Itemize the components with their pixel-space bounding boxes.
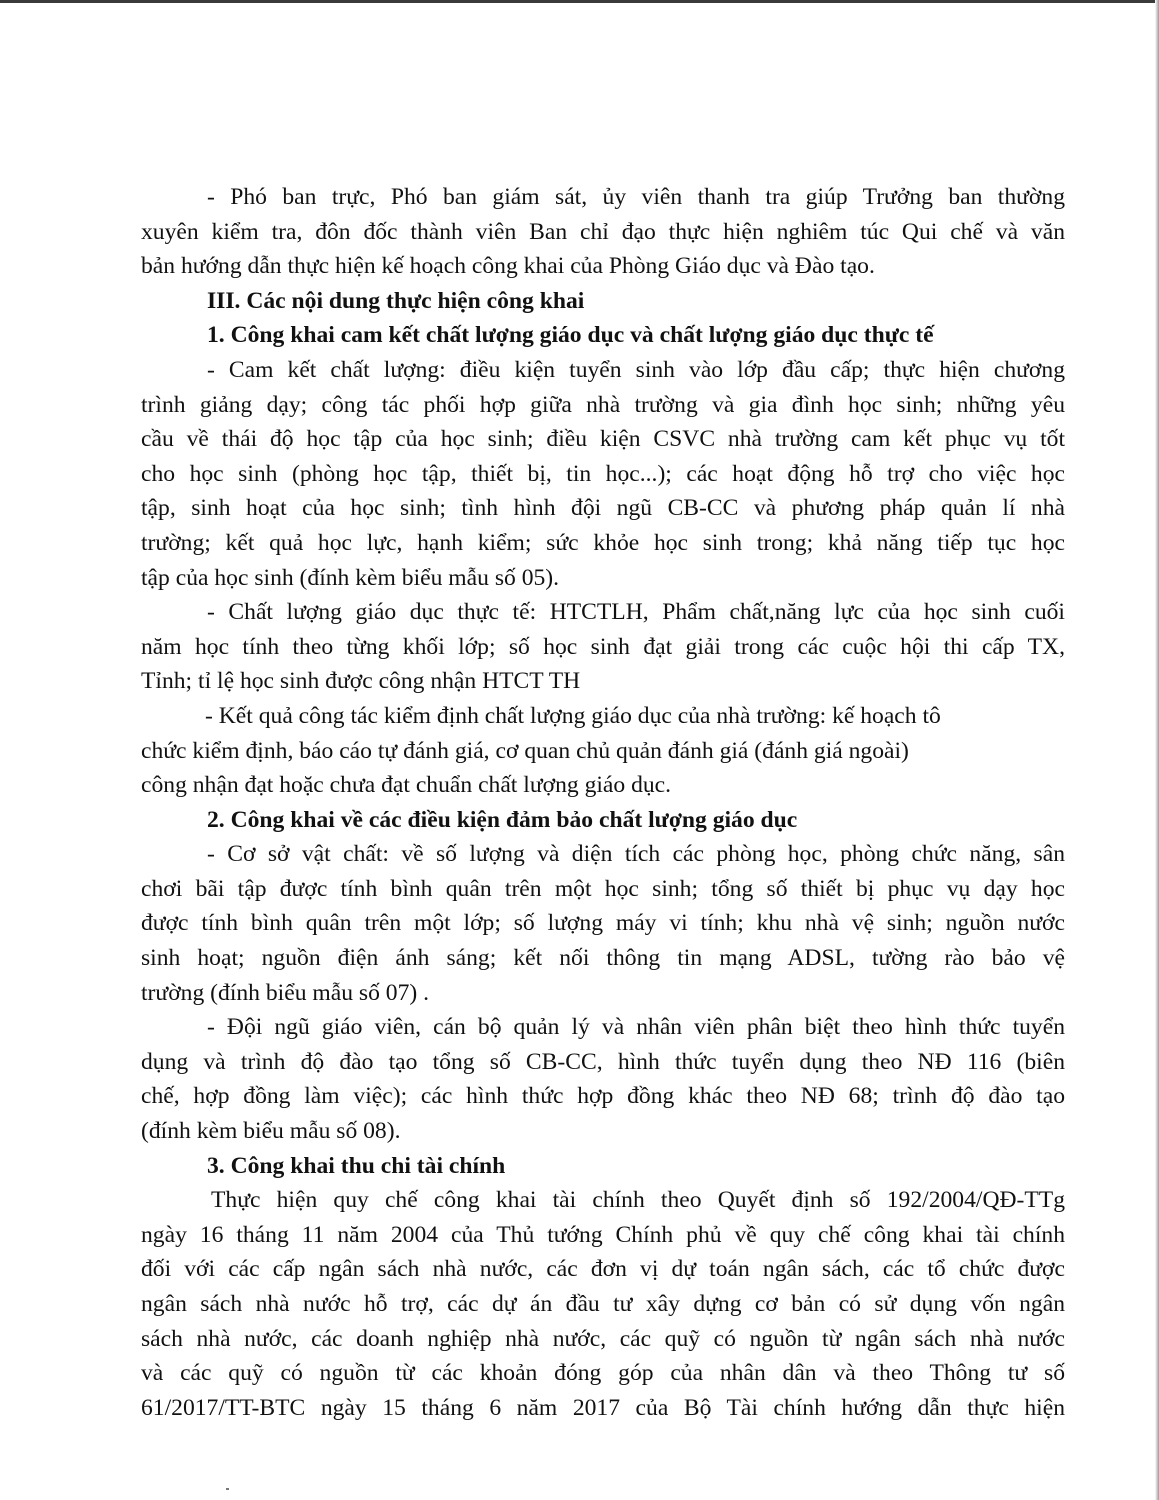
section-heading: 2. Công khai về các điều kiện đảm bảo chất lượng giáo dục	[207, 806, 798, 833]
text-line: được tính bình quân trên một lớp; số lượng máy vi tính; khu nhà vệ sinh; nguồn nước	[141, 910, 1065, 937]
text-line: chức kiểm định, báo cáo tự đánh giá, cơ quan chủ quản đánh giá (đánh giá ngoài)	[141, 737, 909, 764]
text-line: - Kết quả công tác kiểm định chất lượng giáo dục của nhà trường: kế hoạch tô	[205, 702, 941, 729]
text-line: cầu về thái độ học tập của học sinh; điều kiện CSVC nhà trường cam kết phục vụ tốt	[141, 426, 1065, 453]
scan-speck	[226, 1488, 229, 1490]
text-line: xuyên kiểm tra, đôn đốc thành viên Ban chỉ đạo thực hiện nghiêm túc Qui chế và văn	[141, 218, 1065, 245]
text-line: năm học tính theo từng khối lớp; số học sinh đạt giải trong các cuộc hội thi cấp TX,	[141, 633, 1065, 660]
text-line: (đính kèm biểu mẫu số 08).	[141, 1118, 401, 1145]
text-line: Tỉnh; tỉ lệ học sinh được công nhận HTCT TH	[141, 668, 581, 695]
text-line: Thực hiện quy chế công khai tài chính theo Quyết định số 192/2004/QĐ-TTg	[211, 1187, 1065, 1214]
text-line: 61/2017/TT-BTC ngày 15 tháng 6 năm 2017 của Bộ Tài chính hướng dẫn thực hiện	[141, 1394, 1065, 1421]
text-line: ngày 16 tháng 11 năm 2004 của Thủ tướng Chính phủ về quy chế công khai tài chính	[141, 1221, 1065, 1248]
text-line: - Chất lượng giáo dục thực tế: HTCTLH, Phẩm chất,năng lực của học sinh cuối	[207, 599, 1065, 626]
text-line: sách nhà nước, các doanh nghiệp nhà nước, các quỹ có nguồn từ ngân sách nhà nước	[141, 1325, 1065, 1352]
document-page	[141, 180, 1065, 1425]
text-line: đối với các cấp ngân sách nhà nước, các đơn vị dự toán ngân sách, các tổ chức được	[141, 1256, 1065, 1283]
text-line: - Cam kết chất lượng: điều kiện tuyển sinh vào lớp đầu cấp; thực hiện chương	[207, 356, 1065, 383]
text-line: bản hướng dẫn thực hiện kế hoạch công khai của Phòng Giáo dục và Đào tạo.	[141, 253, 875, 280]
text-line: tập, sinh hoạt của học sinh; tình hình đội ngũ CB-CC và phương pháp quản lí nhà	[141, 495, 1065, 522]
text-line: trường; kết quả học lực, hạnh kiểm; sức khỏe học sinh trong; khả năng tiếp tục học	[141, 529, 1065, 556]
text-line: sinh hoạt; nguồn điện ánh sáng; kết nối thông tin mạng ADSL, tường rào bảo vệ	[141, 945, 1065, 972]
text-line: chơi bãi tập được tính bình quân trên một học sinh; tổng số thiết bị phục vụ dạy học	[141, 875, 1065, 902]
text-line: - Cơ sở vật chất: về số lượng và diện tích các phòng học, phòng chức năng, sân	[207, 841, 1065, 868]
text-line: dụng và trình độ đào tạo tổng số CB-CC, hình thức tuyển dụng theo NĐ 116 (biên	[141, 1048, 1065, 1075]
text-line: cho học sinh (phòng học tập, thiết bị, tin học...); các hoạt động hỗ trợ cho việc học	[141, 460, 1065, 487]
text-line: - Phó ban trực, Phó ban giám sát, ủy viên thanh tra giúp Trưởng ban thường	[207, 184, 1065, 210]
text-line: - Đội ngũ giáo viên, cán bộ quản lý và nhân viên phân biệt theo hình thức tuyển	[207, 1014, 1065, 1041]
text-line: chế, hợp đồng làm việc); các hình thức hợp đồng khác theo NĐ 68; trình độ đào tạo	[141, 1083, 1065, 1110]
scan-edge-top	[0, 0, 1159, 3]
text-line: trường (đính biểu mẫu số 07) .	[141, 979, 430, 1006]
text-line: và các quỹ có nguồn từ các khoản đóng góp của nhân dân và theo Thông tư số	[141, 1360, 1065, 1387]
text-line: ngân sách nhà nước hỗ trợ, các dự án đầu tư xây dựng cơ bản có sử dụng vốn ngân	[141, 1291, 1065, 1317]
document-body	[141, 180, 1065, 1425]
text-line: công nhận đạt hoặc chưa đạt chuẩn chất lượng giáo dục.	[141, 772, 672, 799]
text-line: tập của học sinh (đính kèm biểu mẫu số 05).	[141, 564, 560, 591]
section-heading: 3. Công khai thu chi tài chính	[207, 1152, 506, 1179]
section-heading: III. Các nội dung thực hiện công khai	[207, 287, 585, 314]
scan-edge-right	[1155, 0, 1159, 1500]
text-line: trình giảng dạy; công tác phối hợp giữa nhà trường và gia đình học sinh; những yêu	[141, 391, 1065, 418]
section-heading: 1. Công khai cam kết chất lượng giáo dục và chất lượng giáo dục thực tế	[207, 322, 934, 349]
